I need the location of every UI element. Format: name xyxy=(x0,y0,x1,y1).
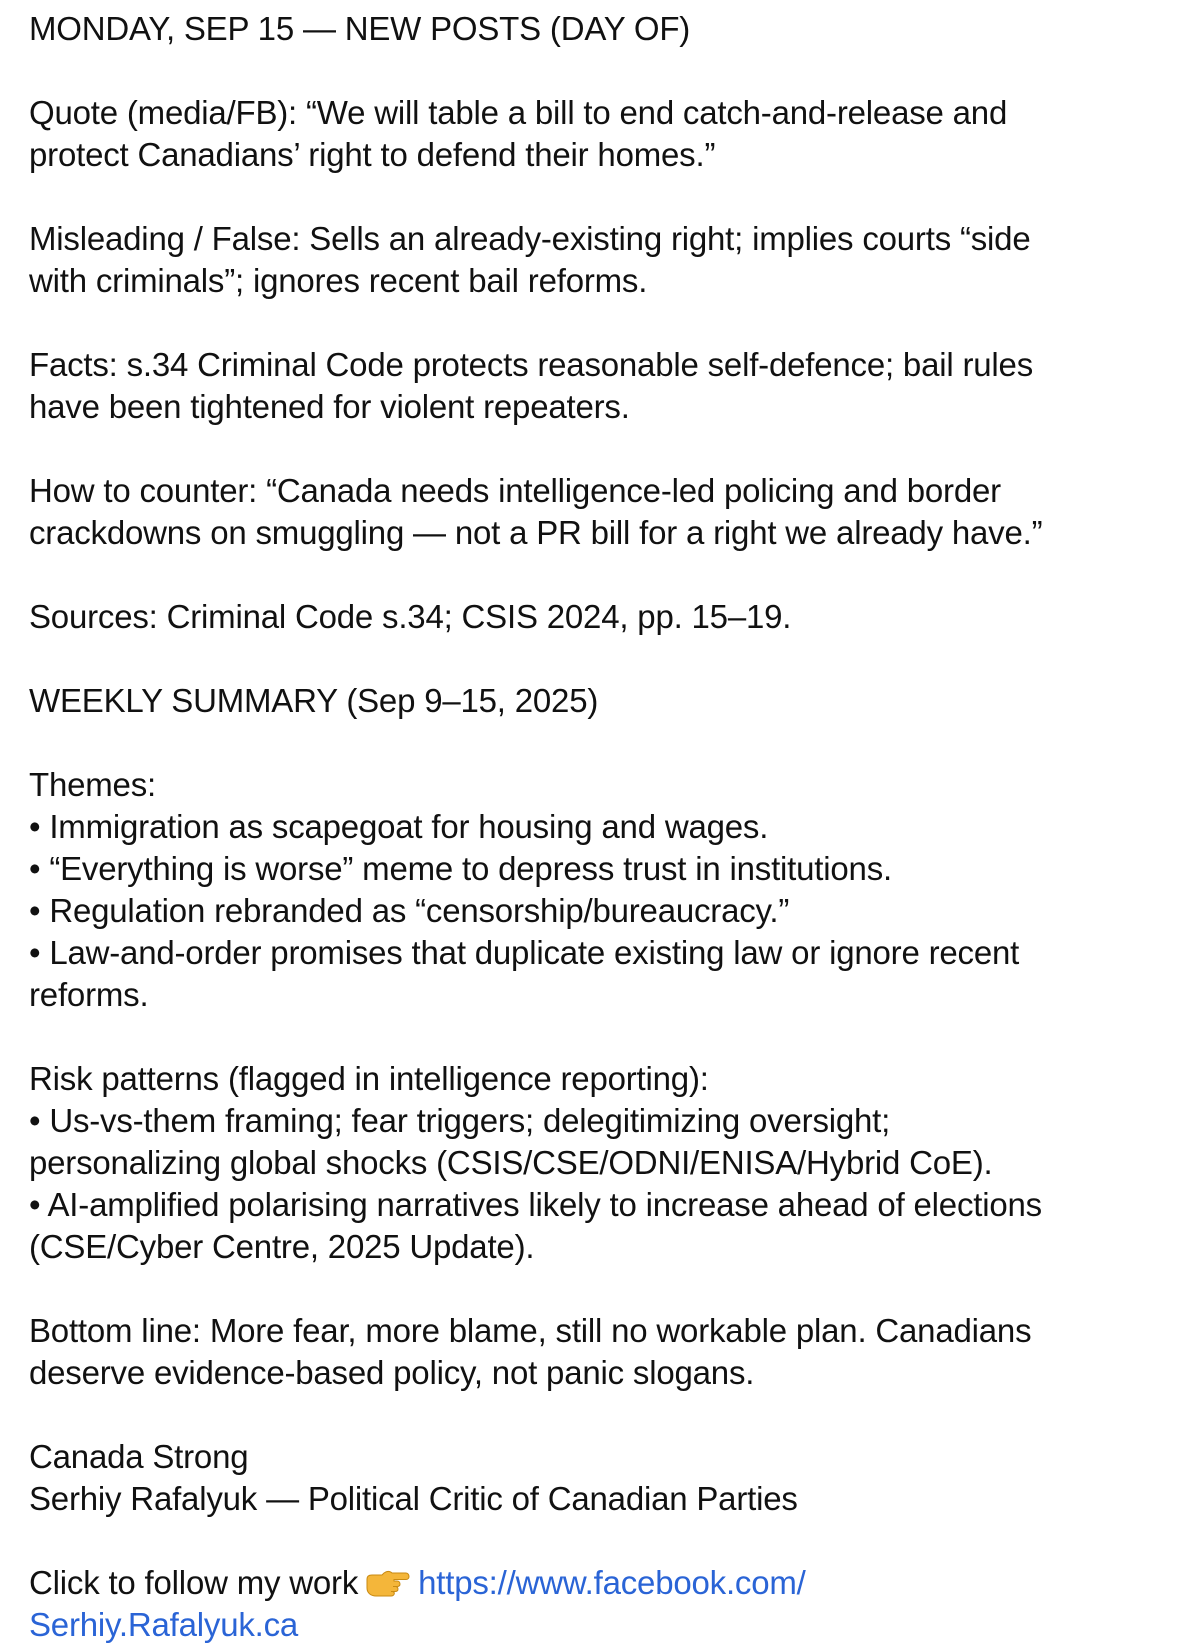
follow-text: Click to follow my work xyxy=(29,1564,359,1601)
facebook-link-part-2[interactable]: Serhiy.Rafalyuk.ca xyxy=(29,1606,299,1643)
post-body xyxy=(29,8,1179,1646)
signature-block xyxy=(29,1436,1179,1520)
follow-link-line-2 xyxy=(29,1604,1179,1646)
facts-paragraph xyxy=(29,344,1179,428)
sources-paragraph xyxy=(29,596,1179,638)
bottom-line-paragraph xyxy=(29,1310,1179,1394)
risk-heading: Risk patterns (flagged in intelligence reporting): xyxy=(29,1060,709,1097)
post-header-text: MONDAY, SEP 15 — NEW POSTS (DAY OF) xyxy=(29,10,691,47)
risk-item-2-line-2: (CSE/Cyber Centre, 2025 Update). xyxy=(29,1228,535,1265)
misleading-line-2: with criminals”; ignores recent bail reforms. xyxy=(29,262,648,299)
counter-line-2: crackdowns on smuggling — not a PR bill for a right we already have.” xyxy=(29,514,1043,551)
weekly-summary-text: WEEKLY SUMMARY (Sep 9–15, 2025) xyxy=(29,682,599,719)
misleading-line-1: Misleading / False: Sells an already-existing right; implies courts “side xyxy=(29,220,1031,257)
facebook-link-part-1[interactable]: https://www.facebook.com/ xyxy=(418,1564,806,1601)
quote-paragraph xyxy=(29,92,1179,176)
facts-line-1: Facts: s.34 Criminal Code protects reasonable self-defence; bail rules xyxy=(29,346,1033,383)
follow-line xyxy=(29,1562,1179,1604)
facts-line-2: have been tightened for violent repeaters. xyxy=(29,388,630,425)
weekly-summary-heading xyxy=(29,680,1179,722)
risk-item-1-line-1: • Us-vs-them framing; fear triggers; delegitimizing oversight; xyxy=(29,1102,891,1139)
counter-line-1: How to counter: “Canada needs intelligence-led policing and border xyxy=(29,472,1001,509)
bottom-line-1: Bottom line: More fear, more blame, still no workable plan. Canadians xyxy=(29,1312,1032,1349)
follow-paragraph xyxy=(29,1562,1179,1646)
bottom-line-2: deserve evidence-based policy, not panic slogans. xyxy=(29,1354,755,1391)
themes-item-1: • Immigration as scapegoat for housing and wages. xyxy=(29,808,769,845)
themes-heading: Themes: xyxy=(29,766,156,803)
sources-text: Sources: Criminal Code s.34; CSIS 2024, pp. 15–19. xyxy=(29,598,792,635)
counter-paragraph xyxy=(29,470,1179,554)
risk-item-1-line-2: personalizing global shocks (CSIS/CSE/ODNI/ENISA/Hybrid CoE). xyxy=(29,1144,993,1181)
themes-item-2: • “Everything is worse” meme to depress trust in institutions. xyxy=(29,850,892,887)
risk-section xyxy=(29,1058,1179,1268)
pointing-right-hand-icon xyxy=(364,1565,410,1595)
quote-line-2: protect Canadians’ right to defend their homes.” xyxy=(29,136,716,173)
quote-line-1: Quote (media/FB): “We will table a bill to end catch-and-release and xyxy=(29,94,1008,131)
misleading-paragraph xyxy=(29,218,1179,302)
themes-item-3: • Regulation rebranded as “censorship/bureaucracy.” xyxy=(29,892,790,929)
themes-item-4-line-1: • Law-and-order promises that duplicate existing law or ignore recent xyxy=(29,934,1020,971)
signature-author: Serhiy Rafalyuk — Political Critic of Canadian Parties xyxy=(29,1480,798,1517)
post-header xyxy=(29,8,1179,50)
risk-item-2-line-1: • AI-amplified polarising narratives likely to increase ahead of elections xyxy=(29,1186,1042,1223)
themes-section xyxy=(29,764,1179,1016)
signature-slogan: Canada Strong xyxy=(29,1438,249,1475)
themes-item-4-line-2: reforms. xyxy=(29,976,149,1013)
